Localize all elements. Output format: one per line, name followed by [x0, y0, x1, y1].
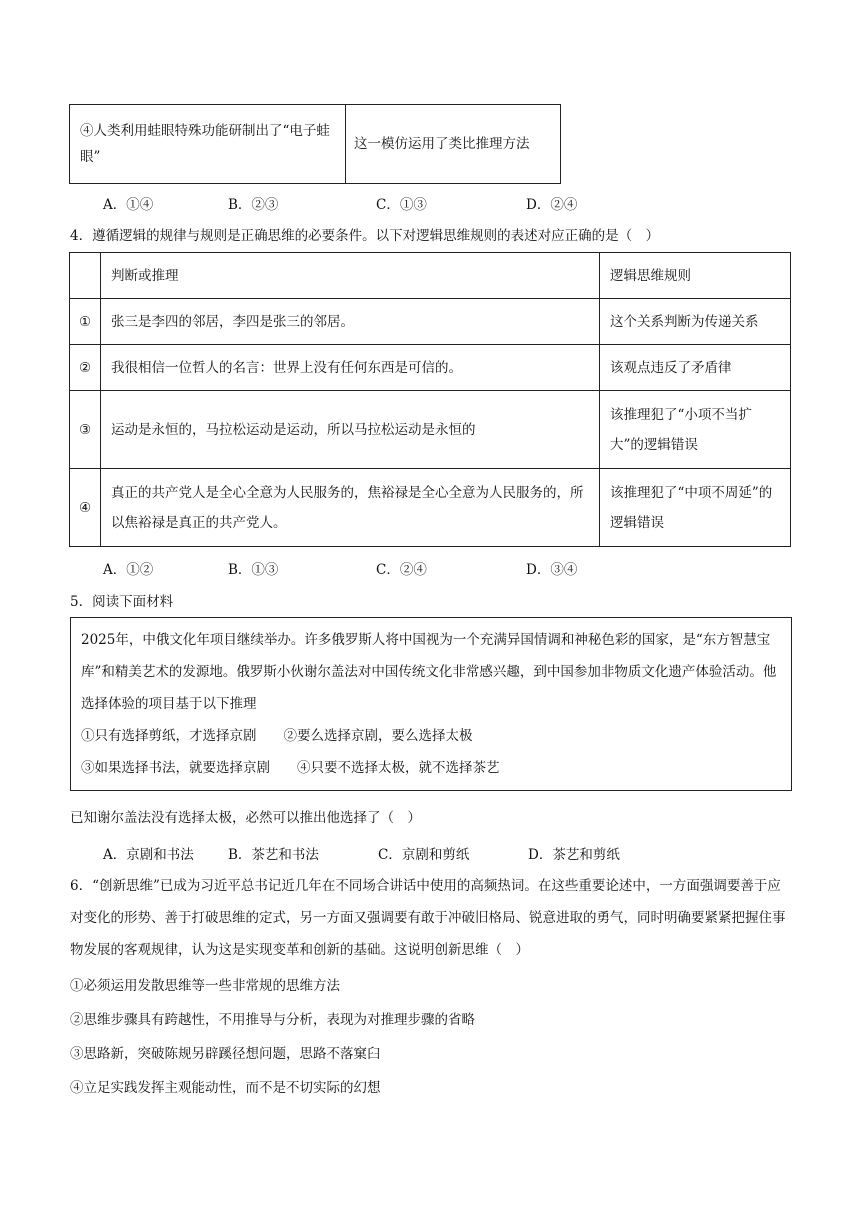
q5-option-d[interactable]: D．茶艺和剪纸 [528, 847, 620, 863]
q5-condition-line-1: ①只有选择剪纸，才选择京剧 ②要么选择京剧，要么选择太极 [81, 728, 473, 744]
q4-row2-num: ② [70, 345, 101, 391]
q4-option-a[interactable]: A．①② [103, 562, 154, 578]
q4-header-rule: 逻辑思维规则 [600, 253, 791, 299]
q3-option-d[interactable]: D．②④ [526, 197, 578, 213]
q5-option-c[interactable]: C．京剧和剪纸 [378, 847, 470, 863]
table-row [70, 105, 561, 184]
q3-option-b[interactable]: B．②③ [228, 197, 279, 213]
q6-item-3: ③思路新，突破陈规另辟蹊径想问题，思路不落窠臼 [70, 1046, 381, 1062]
q4-row3-statement: 运动是永恒的，马拉松运动是运动，所以马拉松运动是永恒的 [101, 391, 600, 469]
table-row [70, 469, 791, 547]
q3-option-c[interactable]: C．①③ [376, 197, 427, 213]
q4-row4-rule: 该推理犯了“中项不周延”的逻辑错误 [600, 469, 791, 547]
q4-row1-rule: 这个关系判断为传递关系 [600, 299, 791, 345]
q4-options [103, 558, 577, 578]
q3-table [69, 104, 561, 184]
q5-condition-line-2: ③如果选择书法，就要选择京剧 ④只要不选择太极，就不选择茶艺 [81, 760, 500, 776]
table-row [70, 299, 791, 345]
q4-row4-statement: 真正的共产党人是全心全意为人民服务的，焦裕禄是全心全意为人民服务的，所以焦裕禄是真正的共产党人。 [101, 469, 600, 547]
table-row [70, 391, 791, 469]
q4-option-c[interactable]: C．②④ [376, 562, 427, 578]
q4-row3-num: ③ [70, 391, 101, 469]
q4-row3-rule: 该推理犯了“小项不当扩大”的逻辑错误 [600, 391, 791, 469]
q4-option-b[interactable]: B．①③ [228, 562, 279, 578]
q5-option-a[interactable]: A．京剧和书法 [103, 847, 194, 863]
q3-option-a[interactable]: A．①④ [103, 197, 154, 213]
q4-option-d[interactable]: D．③④ [526, 562, 578, 578]
q3-row4-statement: ④人类利用蛙眼特殊功能研制出了“电子蛙眼” [70, 105, 346, 184]
table-row [70, 345, 791, 391]
q6-item-4: ④立足实践发挥主观能动性，而不是不切实际的幻想 [70, 1080, 381, 1096]
q4-row4-num: ④ [70, 469, 101, 547]
q4-stem: 4．遵循逻辑的规律与规则是正确思维的必要条件。以下对逻辑思维规则的表述对应正确的是（ ） [70, 228, 660, 244]
q4-row1-statement: 张三是李四的邻居，李四是张三的邻居。 [101, 299, 600, 345]
q6-stem: 6．“创新思维”已成为习近平总书记近几年在不同场合讲话中使用的高频热词。在这些重要论述中，一方面强调要善于应对变化的形势、善于打破思维的定式，另一方面又强调要有敢于冲破旧格局、锐意进取的勇气，同时明确要紧紧把握住事物发展的客观规律，认为这是实现变革和创新的基础。这说明创新思维（ ） [70, 878, 786, 958]
q5-material-paragraph: 2025年，中俄文化年项目继续举办。许多俄罗斯人将中国视为一个充满异国情调和神秘色彩的国家，是“东方智慧宝库”和精美艺术的发源地。俄罗斯小伙谢尔盖法对中国传统文化非常感兴趣，到中国参加非物质文化遗产体验活动。他选择体验的项目基于以下推理 [81, 632, 777, 712]
q4-header-statement: 判断或推理 [101, 253, 600, 299]
q4-header-num [70, 253, 101, 299]
q6-item-2: ②思维步骤具有跨越性，不用推导与分析，表现为对推理步骤的省略 [70, 1012, 475, 1028]
q5-option-b[interactable]: B．茶艺和书法 [228, 847, 319, 863]
q3-row4-rule: 这一模仿运用了类比推理方法 [346, 105, 561, 184]
q4-row1-num: ① [70, 299, 101, 345]
q6-item-1: ①必须运用发散思维等一些非常规的思维方法 [70, 978, 340, 994]
q5-material-box [70, 617, 792, 791]
q3-options [103, 193, 577, 213]
q4-table [69, 252, 791, 547]
q4-row2-statement: 我很相信一位哲人的名言：世界上没有任何东西是可信的。 [101, 345, 600, 391]
q5-question: 已知谢尔盖法没有选择太极，必然可以推出他选择了（ ） [70, 810, 421, 826]
q5-options [103, 843, 620, 863]
q5-stem: 5．阅读下面材料 [70, 594, 174, 610]
table-row [70, 253, 791, 299]
q4-row2-rule: 该观点违反了矛盾律 [600, 345, 791, 391]
